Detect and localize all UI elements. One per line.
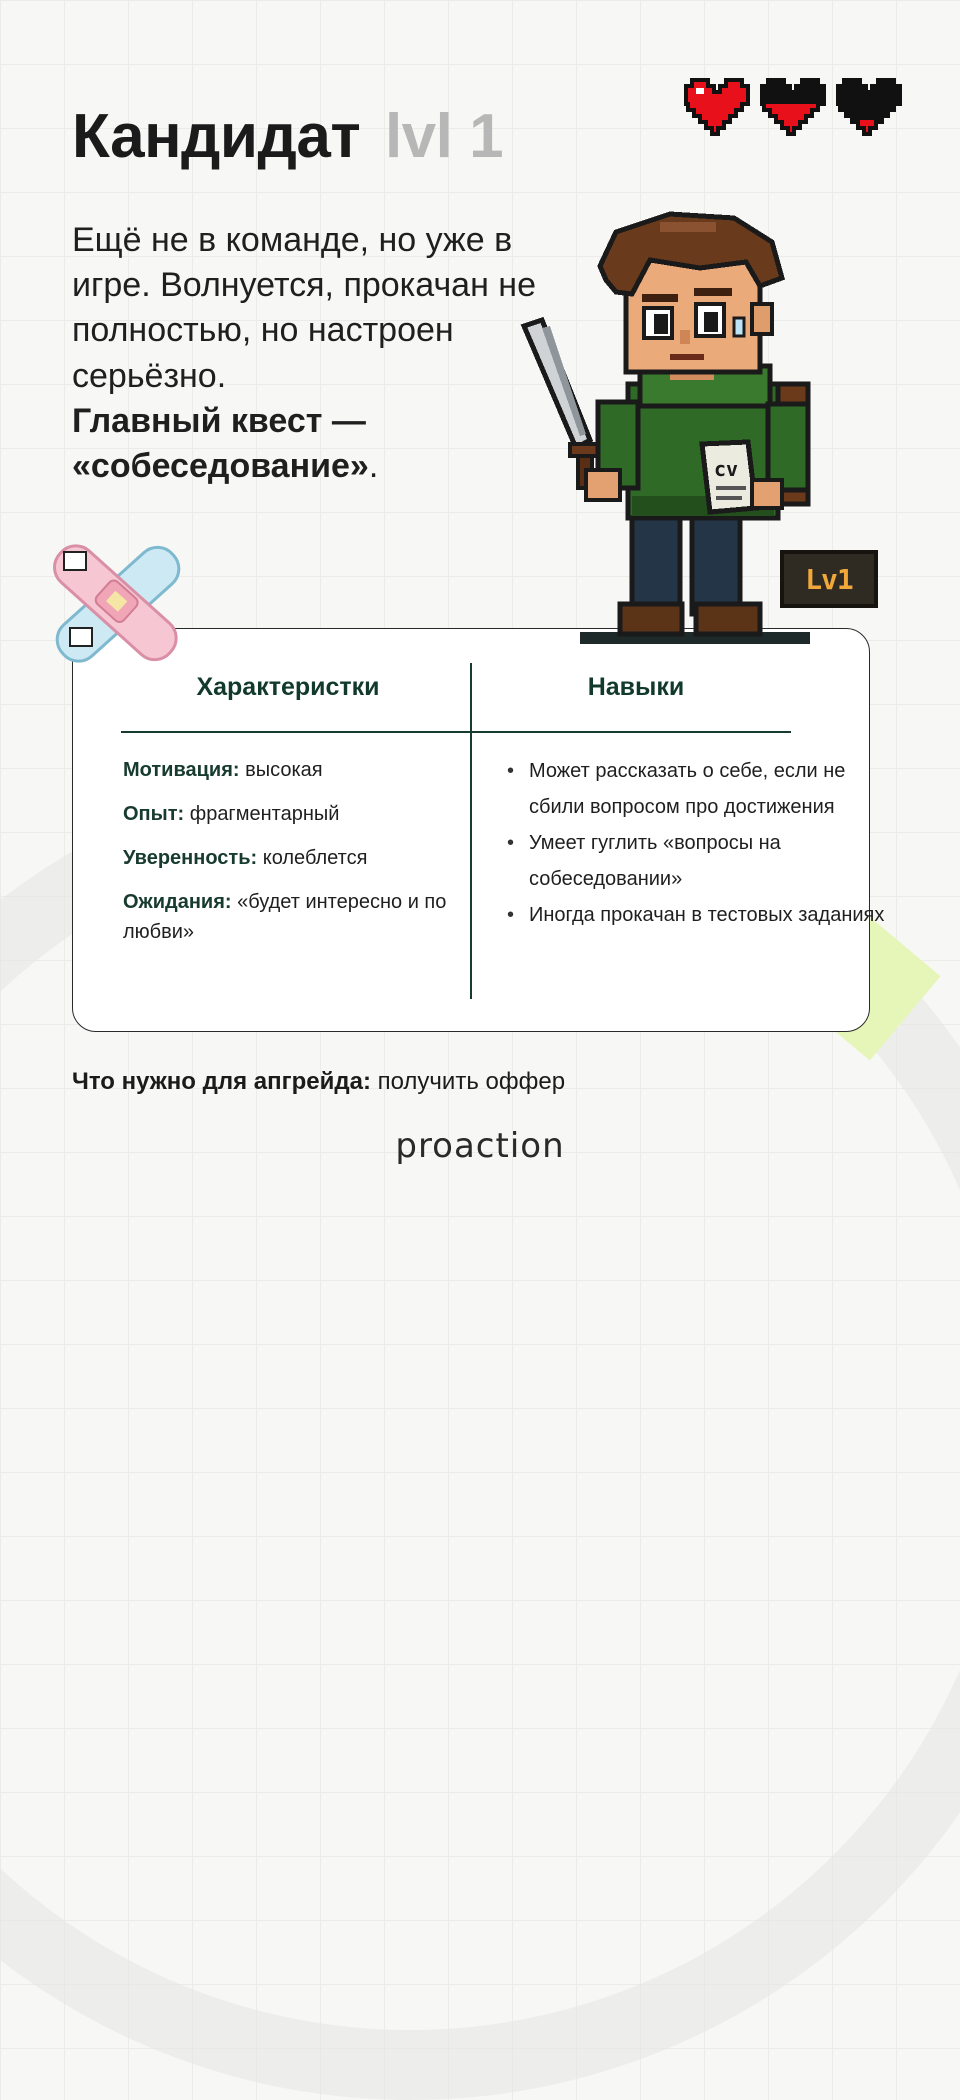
page-title	[72, 102, 504, 171]
skill-item: • Умеет гуглить «вопросы на собеседовании»	[505, 825, 885, 897]
brand-logo: proaction	[395, 1126, 565, 1166]
description-text: Ещё не в команде, но уже в игре. Волнуется, прокачан не полностью, но настроен серьёзно.	[72, 221, 536, 395]
stat-item: Опыт: фрагментарный	[123, 803, 340, 825]
heart-half-icon	[754, 74, 834, 140]
level-badge: Lv1	[780, 550, 878, 608]
resume-paper-icon	[702, 442, 756, 512]
stat-value: высокая	[245, 759, 323, 781]
skill-item: • Может рассказать о себе, если не сбили вопросом про достижения	[505, 753, 885, 825]
heart-low-icon	[830, 74, 906, 140]
health-hearts	[678, 74, 906, 145]
main-quest-label: Главный квест — «собеседование»	[72, 401, 369, 486]
stat-item: Мотивация: высокая	[123, 759, 323, 781]
title-main: Кандидат	[72, 102, 361, 171]
skills-title: Навыки	[587, 673, 685, 701]
stat-value: колеблется	[262, 847, 368, 869]
stat-item: Уверенность: колеблется	[123, 847, 368, 869]
upgrade-requirement	[72, 1068, 565, 1096]
band-aid-decoration	[46, 532, 186, 677]
horizontal-divider	[121, 731, 791, 733]
quest-tail: .	[368, 447, 379, 486]
stat-item: Ожидания: «будет интересно и по любви»	[123, 891, 447, 943]
upgrade-value: получить оффер	[377, 1068, 566, 1095]
stat-key: Опыт	[123, 803, 178, 825]
character-description	[72, 218, 542, 489]
stats-list	[123, 755, 453, 961]
stat-key: Мотивация	[123, 759, 233, 781]
stat-value: фрагментарный	[189, 803, 340, 825]
sweat-drop-icon	[734, 318, 744, 336]
vertical-divider	[470, 663, 472, 999]
stats-title: Характеристки	[196, 673, 380, 701]
stat-key: Уверенность	[123, 847, 251, 869]
svg-text:cv: cv	[714, 457, 739, 481]
stat-key: Ожидания	[123, 891, 225, 913]
sword-icon	[524, 320, 600, 488]
heart-full-icon	[686, 80, 748, 134]
pixel-character-illustration	[520, 208, 820, 657]
stat-value: «будет интересно и по любви»	[123, 891, 447, 943]
stats-card	[72, 628, 885, 1032]
upgrade-label: Что нужно для апгрейда:	[72, 1068, 371, 1095]
skills-list	[505, 753, 885, 933]
title-level: lvl 1	[384, 102, 504, 171]
skill-item: • Иногда прокачан в тестовых заданиях	[505, 897, 885, 933]
